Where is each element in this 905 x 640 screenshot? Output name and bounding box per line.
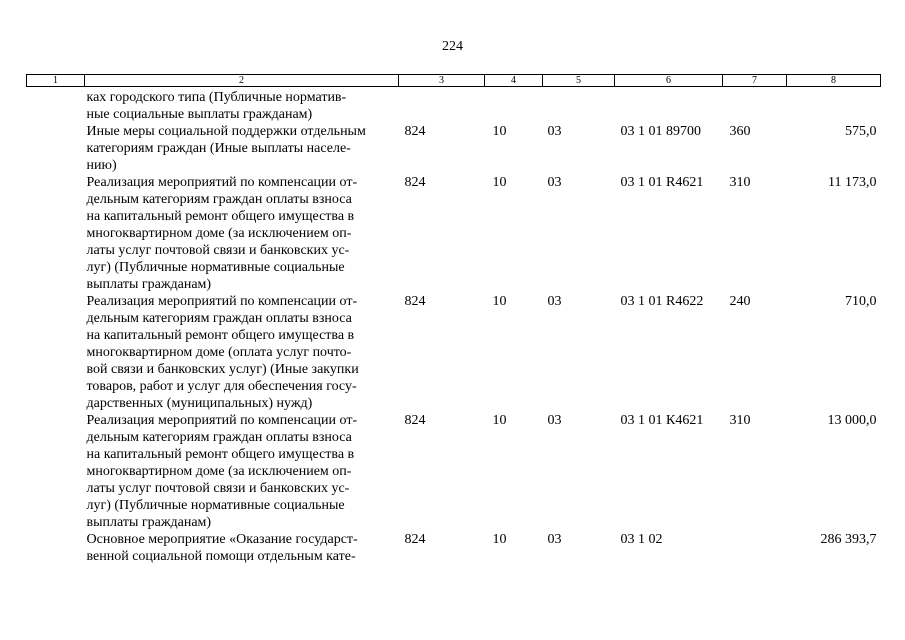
- name-cell: [85, 174, 399, 293]
- subsection-code-cell: 03: [547, 124, 562, 139]
- row-number-cell: [27, 87, 85, 124]
- table-row: [27, 87, 881, 124]
- name-line: дельным категориям граждан оплаты взноса: [86, 430, 352, 445]
- column-number-row: [27, 75, 881, 87]
- name-line: на капитальный ремонт общего имущества в: [86, 328, 355, 343]
- name-line: вой связи и банковских услуг) (Иные закупки: [86, 362, 359, 377]
- name-line: дельным категориям граждан оплаты взноса: [86, 192, 352, 207]
- budget-table: [26, 74, 881, 565]
- amount-cell: [787, 87, 881, 124]
- column-header: 2: [85, 75, 399, 87]
- target-article-cell: [615, 87, 723, 124]
- table-row: [27, 174, 881, 293]
- amount-cell: 13 000,0: [827, 413, 877, 428]
- ministry-code-cell: 824: [404, 124, 426, 139]
- expense-type-cell: [723, 531, 787, 565]
- name-line: на капитальный ремонт общего имущества в: [86, 447, 355, 462]
- name-line: Реализация мероприятий по компенсации от-: [86, 175, 358, 190]
- name-line: ные социальные выплаты гражданам): [86, 107, 313, 122]
- column-header: 3: [399, 75, 485, 87]
- name-line: выплаты гражданам): [86, 515, 212, 530]
- amount-cell: 11 173,0: [828, 175, 877, 190]
- name-line: венной социальной помощи отдельным кате-: [86, 549, 356, 564]
- target-article-cell: 03 1 01 89700: [620, 124, 701, 139]
- ministry-code-cell: 824: [404, 175, 426, 190]
- section-code-cell: 10: [492, 294, 507, 309]
- subsection-code-cell: 03: [547, 532, 562, 547]
- name-line: Иные меры социальной поддержки отдельным: [86, 124, 366, 139]
- name-line: нию): [86, 158, 117, 173]
- name-line: луг) (Публичные нормативные социальные: [86, 260, 345, 275]
- column-header: 8: [787, 75, 881, 87]
- name-cell: [85, 412, 399, 531]
- expense-type-cell: 360: [729, 124, 751, 139]
- name-line: многоквартирном доме (за исключением оп-: [86, 464, 352, 479]
- page-number: 224: [442, 39, 463, 54]
- amount-cell: 575,0: [845, 124, 877, 139]
- column-header: 5: [543, 75, 615, 87]
- column-header: 4: [485, 75, 543, 87]
- name-line: на капитальный ремонт общего имущества в: [86, 209, 355, 224]
- table-row: [27, 293, 881, 412]
- subsection-code-cell: [543, 87, 615, 124]
- name-cell: [85, 293, 399, 412]
- ministry-code-cell: 824: [404, 532, 426, 547]
- subsection-code-cell: 03: [547, 413, 562, 428]
- target-article-cell: 03 1 01 К4621: [620, 413, 704, 428]
- section-code-cell: 10: [492, 532, 507, 547]
- expense-type-cell: 310: [729, 413, 751, 428]
- ministry-code-cell: [399, 87, 485, 124]
- name-line: латы услуг почтовой связи и банковских ус-: [86, 243, 350, 258]
- table-row: [27, 412, 881, 531]
- section-code-cell: 10: [492, 413, 507, 428]
- expense-type-cell: 240: [729, 294, 751, 309]
- name-line: выплаты гражданам): [86, 277, 212, 292]
- target-article-cell: 03 1 02: [620, 532, 663, 547]
- name-cell: [85, 87, 399, 124]
- ministry-code-cell: 824: [404, 413, 426, 428]
- table-row: [27, 531, 881, 565]
- table-row: [27, 123, 881, 174]
- name-cell: [85, 123, 399, 174]
- name-line: многоквартирном доме (оплата услуг почто-: [86, 345, 352, 360]
- row-number-cell: [27, 174, 85, 293]
- table-body: [27, 87, 881, 566]
- section-code-cell: 10: [492, 175, 507, 190]
- row-number-cell: [27, 123, 85, 174]
- name-line: Основное мероприятие «Оказание государст-: [86, 532, 358, 547]
- expense-type-cell: [723, 87, 787, 124]
- name-line: товаров, работ и услуг для обеспечения госу-: [86, 379, 357, 394]
- row-number-cell: [27, 293, 85, 412]
- subsection-code-cell: 03: [547, 294, 562, 309]
- column-header: 6: [615, 75, 723, 87]
- name-line: латы услуг почтовой связи и банковских ус-: [86, 481, 350, 496]
- subsection-code-cell: 03: [547, 175, 562, 190]
- row-number-cell: [27, 531, 85, 565]
- name-line: категориям граждан (Иные выплаты населе-: [86, 141, 351, 156]
- name-line: дельным категориям граждан оплаты взноса: [86, 311, 352, 326]
- column-header: 1: [27, 75, 85, 87]
- expense-type-cell: 310: [729, 175, 751, 190]
- name-cell: [85, 531, 399, 565]
- amount-cell: 710,0: [845, 294, 877, 309]
- name-line: многоквартирном доме (за исключением оп-: [86, 226, 352, 241]
- target-article-cell: 03 1 01 R4622: [620, 294, 704, 309]
- name-line: луг) (Публичные нормативные социальные: [86, 498, 345, 513]
- target-article-cell: 03 1 01 R4621: [620, 175, 704, 190]
- name-line: Реализация мероприятий по компенсации от-: [86, 413, 358, 428]
- ministry-code-cell: 824: [404, 294, 426, 309]
- name-line: Реализация мероприятий по компенсации от-: [86, 294, 358, 309]
- column-header: 7: [723, 75, 787, 87]
- row-number-cell: [27, 412, 85, 531]
- section-code-cell: [485, 87, 543, 124]
- amount-cell: 286 393,7: [820, 532, 877, 547]
- section-code-cell: 10: [492, 124, 507, 139]
- name-line: дарственных (муниципальных) нужд): [86, 396, 313, 411]
- name-line: ках городского типа (Публичные норматив-: [86, 90, 347, 105]
